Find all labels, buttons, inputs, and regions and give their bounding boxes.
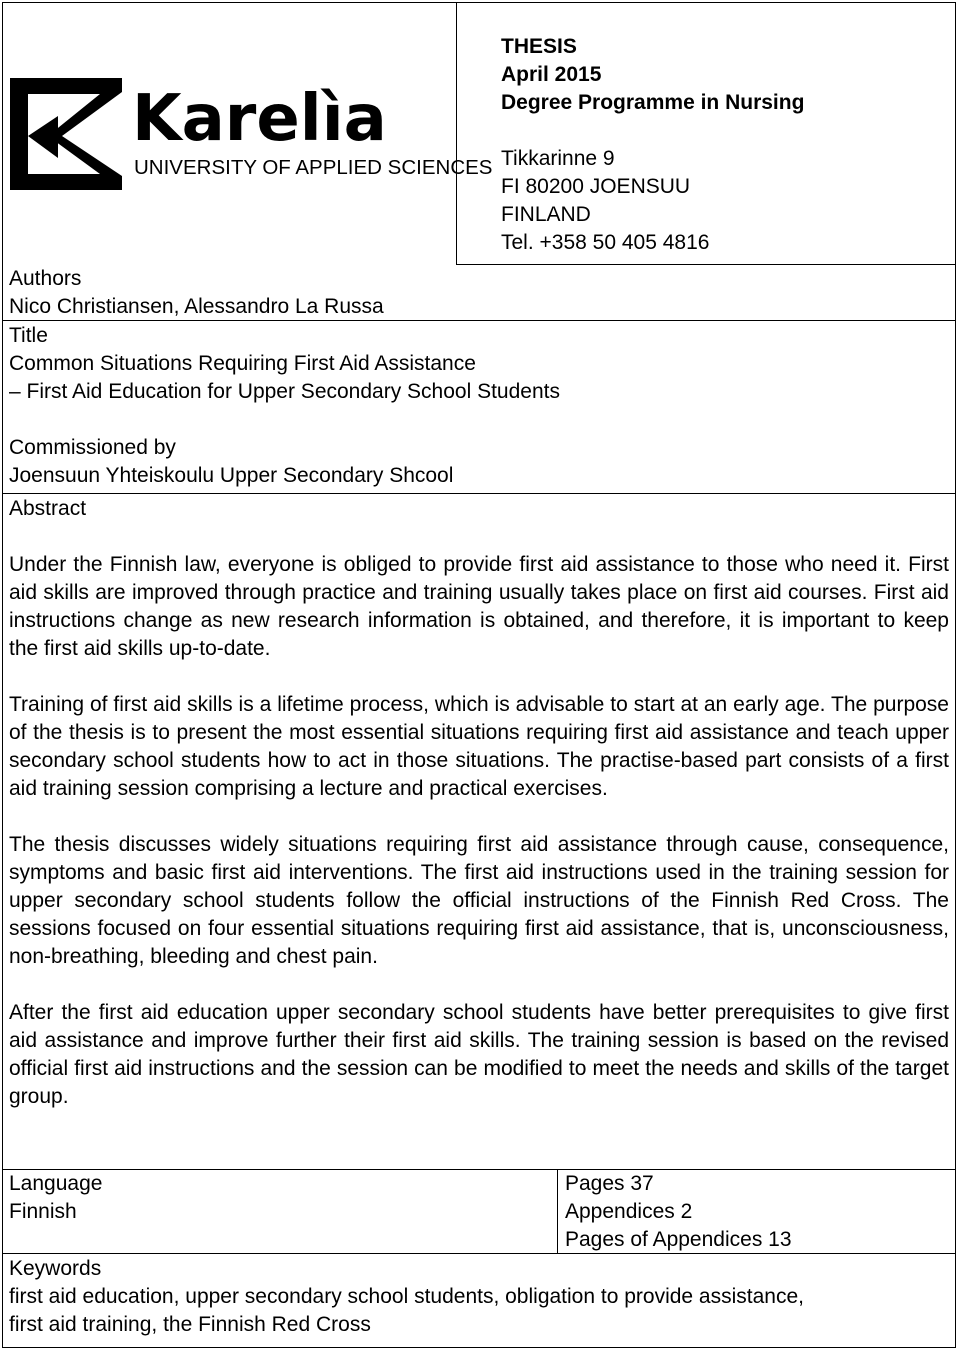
keywords-line-2: first aid training, the Finnish Red Cross — [9, 1313, 371, 1336]
metadata-vertical-divider — [557, 1169, 558, 1254]
title-line-2: – First Aid Education for Upper Secondary School Students — [9, 380, 560, 403]
address-country: FINLAND — [501, 203, 591, 226]
keywords-label: Keywords — [9, 1257, 102, 1280]
commissioned-value: Joensuun Yhteiskoulu Upper Secondary Shcool — [9, 464, 454, 487]
abstract-body — [9, 551, 949, 1139]
abstract-paragraph: After the first aid education upper secondary school students have better prerequisites to give first aid assistance and improve further their first aid skills. The training session is based on the revised official first aid instructions and the session can be modified to meet the needs and skills of the target group. — [9, 1001, 949, 1108]
address-street: Tikkarinne 9 — [501, 147, 615, 170]
commission-section-divider — [3, 493, 956, 494]
logo-wordmark: Karelìa — [132, 82, 387, 156]
title-line-1: Common Situations Requiring First Aid Assistance — [9, 352, 476, 375]
appendix-pages-count: Pages of Appendices 13 — [565, 1228, 792, 1251]
abstract-label: Abstract — [9, 497, 87, 520]
address-phone: Tel. +358 50 405 4816 — [501, 231, 710, 254]
abstract-paragraph: Under the Finnish law, everyone is obliged to provide first aid assistance to those who need it. First aid skills are improved through practice and training usually takes place on first aid courses. First aid instructions change as new research information is obtained, and therefore, it is important to keep the first aid skills up-to-date. — [9, 553, 949, 660]
authors-label: Authors — [9, 267, 82, 290]
header-vertical-divider — [456, 3, 457, 265]
abstract-bottom-divider — [3, 1169, 956, 1170]
keywords-line-1: first aid education, upper secondary school students, obligation to provide assistance, — [9, 1285, 804, 1308]
karelia-logo — [10, 78, 493, 195]
abstract-paragraph: The thesis discusses widely situations requiring first aid assistance through cause, consequence, symptoms and basic first aid interventions. The first aid instructions used in the training session for upper secondary school students follow the official instructions of the Finnish Red Cross. The sessions focused on four essential situations requiring first aid assistance, that is, unconsciousness, non-breathing, bleeding and chest pain. — [9, 833, 949, 968]
title-label: Title — [9, 324, 48, 347]
commissioned-label: Commissioned by — [9, 436, 176, 459]
logo-subtitle: UNIVERSITY OF APPLIED SCIENCES — [134, 156, 493, 179]
abstract-paragraph: Training of first aid skills is a lifetime process, which is advisable to start at an early age. The purpose of the thesis is to present the most essential situations requiring first aid assistance and teach upper secondary school students how to act in those situations. The practise-based part consists of a first aid training session comprising a lecture and practical exercises. — [9, 693, 949, 800]
address-city: FI 80200 JOENSUU — [501, 175, 691, 198]
authors-value: Nico Christiansen, Alessandro La Russa — [9, 295, 384, 318]
thesis-label: THESIS — [501, 35, 577, 58]
appendices-count: Appendices 2 — [565, 1200, 693, 1223]
header-bottom-divider — [456, 264, 956, 265]
language-label: Language — [9, 1172, 103, 1195]
degree-programme: Degree Programme in Nursing — [501, 91, 805, 114]
thesis-date: April 2015 — [501, 63, 602, 86]
pages-count: Pages 37 — [565, 1172, 654, 1195]
metadata-bottom-divider — [3, 1253, 956, 1254]
language-value: Finnish — [9, 1200, 77, 1223]
